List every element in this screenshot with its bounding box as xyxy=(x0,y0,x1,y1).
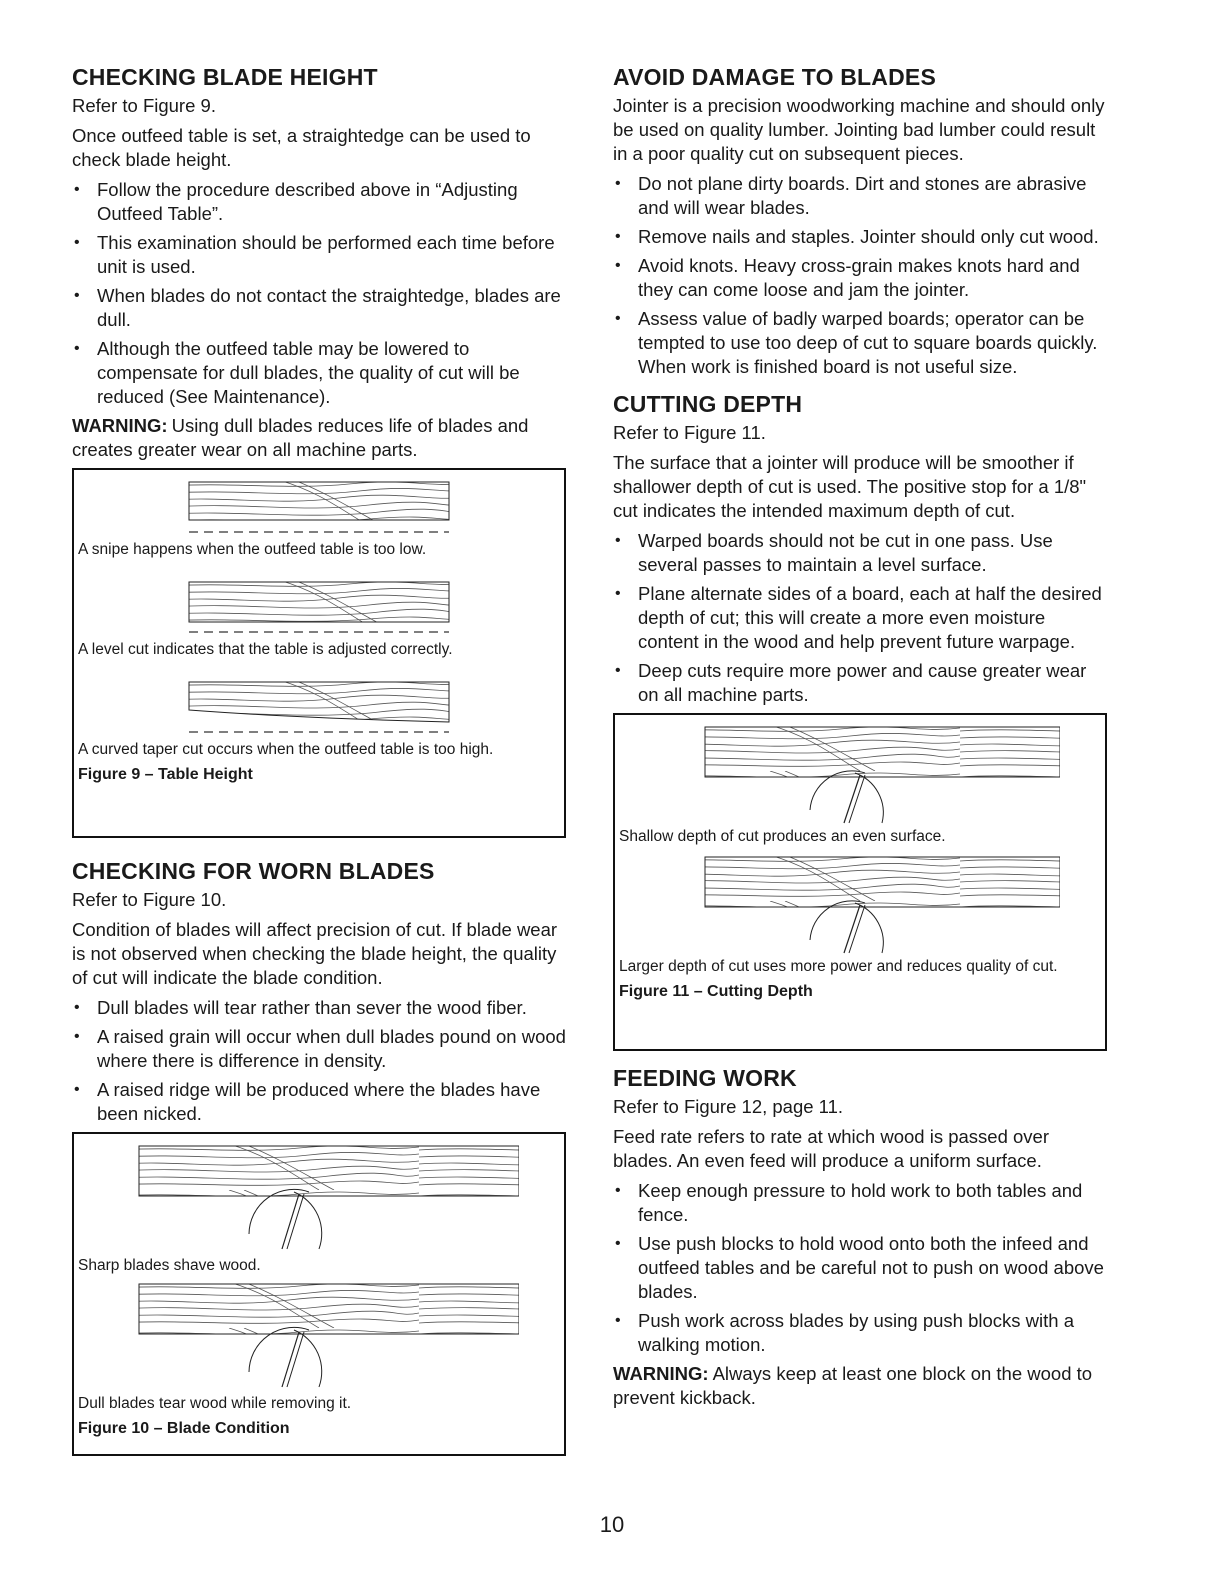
figure-9-table-height xyxy=(72,468,566,838)
figure-caption: Sharp blades shave wood. xyxy=(78,1257,261,1274)
figure-caption: A level cut indicates that the table is adjusted correctly. xyxy=(78,641,453,658)
section-intro: Feed rate refers to rate at which wood is passed over blades. An even feed will produce a uniform surface. xyxy=(613,1126,1049,1171)
list-item: • Avoid knots. Heavy cross-grain makes knots hard and they can come loose and jam the jointer. xyxy=(613,254,1107,302)
list-item: • Do not plane dirty boards. Dirt and stones are abrasive and will wear blades. xyxy=(613,172,1107,220)
figure-10-panel-sharp xyxy=(74,1134,564,1276)
list-item: • Although the outfeed table may be lowered to compensate for dull blades, the quality of cut will be reduced (See Maintenance). xyxy=(72,337,566,409)
list-item: • When blades do not contact the straightedge, blades are dull. xyxy=(72,284,566,332)
figure-caption: Shallow depth of cut produces an even surface. xyxy=(619,828,946,845)
warning-label: WARNING: xyxy=(72,415,168,436)
left-column xyxy=(72,62,566,1468)
board-level-illustration xyxy=(169,580,469,638)
list-item: • Warped boards should not be cut in one pass. Use several passes to maintain a level surface. xyxy=(613,529,1107,577)
board-snipe-illustration xyxy=(169,480,469,538)
figure-caption: A snipe happens when the outfeed table is too low. xyxy=(78,541,427,558)
figure-reference: Refer to Figure 11. xyxy=(613,422,766,443)
figure-reference: Refer to Figure 9. xyxy=(72,95,216,116)
right-column xyxy=(613,62,1107,1416)
dull-blade-illustration xyxy=(119,1282,519,1392)
figure-11-panel-deep xyxy=(615,847,1105,977)
shallow-cut-illustration xyxy=(660,725,1060,825)
figure-9-panel-snipe xyxy=(74,470,564,560)
list-item: • A raised ridge will be produced where the blades have been nicked. xyxy=(72,1078,566,1126)
section-intro: The surface that a jointer will produce will be smoother if shallower depth of cut is used. The positive stop for a 1/8" cut indicates the intended maximum depth of cut. xyxy=(613,452,1087,521)
bullet-list xyxy=(613,1179,1107,1357)
section-cutting-depth xyxy=(613,389,1107,707)
figure-9-panel-level xyxy=(74,560,564,660)
warning-text: Always keep at least one block on the wood to prevent kickback. xyxy=(613,1363,1093,1408)
bullet-list xyxy=(613,529,1107,707)
list-item: • Deep cuts require more power and cause greater wear on all machine parts. xyxy=(613,659,1107,707)
figure-10-panel-dull xyxy=(74,1276,564,1414)
figure-caption: A curved taper cut occurs when the outfeed table is too high. xyxy=(78,741,494,758)
warning-label: WARNING: xyxy=(613,1363,709,1384)
sharp-blade-illustration xyxy=(119,1144,519,1254)
list-item: • Remove nails and staples. Jointer should only cut wood. xyxy=(613,225,1107,249)
figure-9-panel-taper xyxy=(74,660,564,760)
figure-caption: Larger depth of cut uses more power and reduces quality of cut. xyxy=(619,958,1058,975)
figure-10-blade-condition xyxy=(72,1132,566,1456)
figure-11-cutting-depth xyxy=(613,713,1107,1051)
bullet-list xyxy=(72,178,566,409)
figure-11-panel-shallow xyxy=(615,715,1105,847)
list-item: • Keep enough pressure to hold work to both tables and fence. xyxy=(613,1179,1107,1227)
list-item: • This examination should be performed each time before unit is used. xyxy=(72,231,566,279)
section-heading: AVOID DAMAGE TO BLADES xyxy=(613,64,937,90)
section-heading: CHECKING FOR WORN BLADES xyxy=(72,858,435,884)
board-taper-illustration xyxy=(169,680,469,738)
figure-title: Figure 10 – Blade Condition xyxy=(78,1420,290,1437)
page-number: 10 xyxy=(599,1512,625,1537)
deep-cut-illustration xyxy=(660,855,1060,955)
section-checking-blade-height xyxy=(72,62,566,462)
section-intro: Once outfeed table is set, a straightedge can be used to check blade height. xyxy=(72,125,531,170)
list-item: • Push work across blades by using push blocks with a walking motion. xyxy=(613,1309,1107,1357)
section-intro: Condition of blades will affect precision of cut. If blade wear is not observed when checking the blade height, the quality of cut will indicate the blade condition. xyxy=(72,919,558,988)
warning-note xyxy=(613,1362,1107,1410)
section-heading: FEEDING WORK xyxy=(613,1065,797,1091)
figure-caption: Dull blades tear wood while removing it. xyxy=(78,1395,352,1412)
figure-title: Figure 11 – Cutting Depth xyxy=(619,983,813,1000)
figure-title: Figure 9 – Table Height xyxy=(78,766,253,783)
list-item: • Follow the procedure described above in “Adjusting Outfeed Table”. xyxy=(72,178,566,226)
bullet-list xyxy=(72,996,566,1126)
figure-reference: Refer to Figure 12, page 11. xyxy=(613,1096,844,1117)
list-item: • Assess value of badly warped boards; operator can be tempted to use too deep of cut to square boards quickly. When work is finished board is not useful size. xyxy=(613,307,1107,379)
list-item: • Dull blades will tear rather than sever the wood fiber. xyxy=(72,996,566,1020)
warning-text: Using dull blades reduces life of blades and creates greater wear on all machine parts. xyxy=(72,415,529,460)
figure-reference: Refer to Figure 10. xyxy=(72,889,227,910)
bullet-list xyxy=(613,172,1107,379)
section-feeding-work xyxy=(613,1063,1107,1410)
list-item: • A raised grain will occur when dull blades pound on wood where there is difference in density. xyxy=(72,1025,566,1073)
section-heading: CHECKING BLADE HEIGHT xyxy=(72,64,378,90)
section-checking-worn-blades xyxy=(72,856,566,1126)
section-intro: Jointer is a precision woodworking machine and should only be used on quality lumber. Jointing bad lumber could result in a poor quality cut on subsequent pieces. xyxy=(613,95,1105,164)
section-heading: CUTTING DEPTH xyxy=(613,391,803,417)
list-item: • Plane alternate sides of a board, each at half the desired depth of cut; this will create a more even moisture content in the wood and help prevent future warpage. xyxy=(613,582,1107,654)
list-item: • Use push blocks to hold wood onto both the infeed and outfeed tables and be careful not to push on wood above blades. xyxy=(613,1232,1107,1304)
warning-note xyxy=(72,414,566,462)
section-avoid-damage xyxy=(613,62,1107,379)
